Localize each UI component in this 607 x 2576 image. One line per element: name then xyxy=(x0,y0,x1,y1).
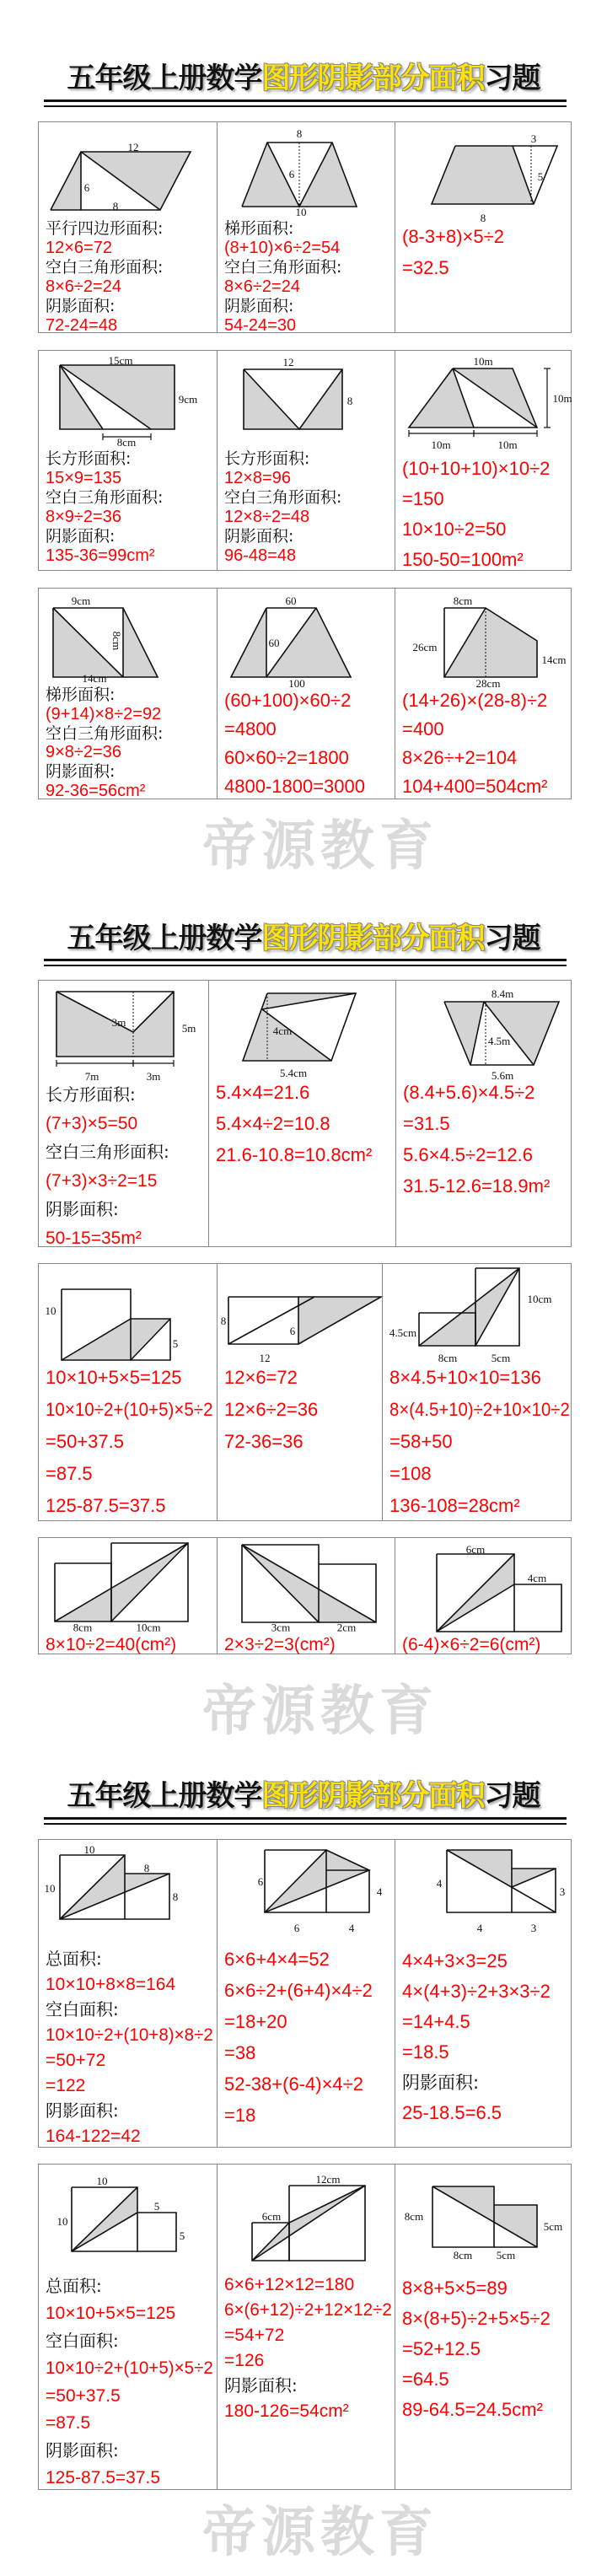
calculation-line: 4800-1800=3000 xyxy=(224,776,365,797)
shaded-region xyxy=(62,1319,170,1360)
calculation-line: 8×9÷2=36 xyxy=(46,508,121,526)
section-label: 空白三角形面积: xyxy=(46,723,164,743)
calculation-line: 5.6×4.5÷2=12.6 xyxy=(403,1144,533,1165)
calculation-line: =38 xyxy=(224,2042,256,2063)
calculation-line: (7+3)×5=50 xyxy=(46,1113,138,1133)
dimension-label: 8 xyxy=(346,395,353,407)
problem-table xyxy=(38,588,572,799)
dimension-label: 3m xyxy=(111,1016,126,1029)
dimension-label: 8cm xyxy=(453,2249,473,2261)
dimension-label: 10 xyxy=(45,1304,56,1317)
calculation-line: 8×4.5+10×10=136 xyxy=(389,1367,541,1388)
geometry-diagram xyxy=(39,1840,217,1948)
section-label: 长方形面积: xyxy=(224,449,310,468)
calculation-line: =122 xyxy=(46,2075,86,2095)
dimension-label: 8 xyxy=(172,1890,179,1903)
calculation-line: 125-87.5=37.5 xyxy=(46,1495,166,1516)
calculation-line: =400 xyxy=(402,718,444,739)
geometry-diagram xyxy=(218,2165,395,2273)
dimension-label: 10cm xyxy=(136,1621,161,1634)
calculation-line: 150-50=100m² xyxy=(402,549,524,570)
dimension-label: 60 xyxy=(268,637,280,649)
calculation-line: 12×8=96 xyxy=(224,469,291,487)
calculation-line: (60+100)×60÷2 xyxy=(224,690,352,711)
calculation-line: 8×(4.5+10)÷2+10×10÷2 xyxy=(389,1399,570,1420)
dimension-label: 12 xyxy=(259,1352,271,1364)
calculation-line: =108 xyxy=(389,1463,432,1484)
problem-table xyxy=(38,350,572,571)
calculation-line: 164-122=42 xyxy=(46,2126,141,2146)
calculation-line: 6×6+4×4=52 xyxy=(224,1949,330,1970)
calculation-line: (8+10)×6÷2=54 xyxy=(224,239,341,257)
problem-table xyxy=(38,2164,572,2490)
calculation-line: 96-48=48 xyxy=(224,546,297,565)
geometry-diagram xyxy=(39,1264,217,1366)
section-label: 阴影面积: xyxy=(224,2374,298,2396)
problem-cell xyxy=(217,589,395,799)
problem-cell xyxy=(217,2165,395,2489)
geometry-diagram xyxy=(395,122,573,225)
dimension-label: 8 xyxy=(296,127,303,140)
dimension-label: 6 xyxy=(289,1325,296,1337)
dimension-label: 6 xyxy=(257,1875,264,1888)
title-part-a: 五年级上册数学 xyxy=(67,1779,262,1813)
title-part-c: 习题 xyxy=(484,62,540,95)
geometry-diagram xyxy=(218,1840,395,1948)
problem-cell xyxy=(39,2165,217,2489)
title-part-b: 图形阴影部分面积 xyxy=(261,1779,485,1813)
calculation-line: (8-3+8)×5÷2 xyxy=(402,226,504,247)
calculation-line: 50-15=35m² xyxy=(46,1228,142,1248)
problem-table xyxy=(38,1263,572,1521)
section-label: 阴影面积: xyxy=(46,762,115,782)
dimension-label: 8cm xyxy=(116,436,137,449)
calculation-line: =50+72 xyxy=(46,2050,106,2070)
calculation-line: 8×6÷2=24 xyxy=(46,277,121,296)
problem-cell xyxy=(39,1264,217,1520)
section-label: 平行四边形面积: xyxy=(46,219,164,238)
problem-cell xyxy=(395,589,572,799)
problem-cell xyxy=(217,351,395,570)
calculation-line: 12×8÷2=48 xyxy=(224,508,310,526)
dimension-label: 14cm xyxy=(541,653,567,666)
title-part-c: 习题 xyxy=(484,922,540,955)
calculation-line: =54+72 xyxy=(224,2325,285,2345)
dimension-label: 3 xyxy=(530,1922,537,1934)
problem-table xyxy=(38,980,572,1247)
problem-table xyxy=(38,1839,572,2148)
title-part-b: 图形阴影部分面积 xyxy=(261,922,485,955)
dimension-label: 10m xyxy=(431,438,451,451)
dimension-label: 5cm xyxy=(491,1352,511,1364)
section-label: 阴影面积: xyxy=(46,527,115,546)
dimension-label: 10cm xyxy=(527,1293,552,1305)
section-label: 长方形面积: xyxy=(46,449,132,468)
figure-edge xyxy=(72,2187,137,2251)
dimension-label: 12 xyxy=(127,141,139,153)
dimension-label: 4 xyxy=(436,1877,443,1890)
calculation-line: 54-24=30 xyxy=(224,316,297,335)
calculation-line: =18.5 xyxy=(402,2041,449,2062)
dimension-label: 5m xyxy=(181,1022,196,1035)
dimension-label: 6cm xyxy=(261,2210,282,2223)
calculation-line: =18+20 xyxy=(224,2011,287,2032)
calculation-line: 8×6÷2=24 xyxy=(224,277,300,296)
worksheet-title xyxy=(0,920,607,957)
section-label: 长方形面积: xyxy=(46,1084,136,1105)
calculation-line: 60×60÷2=1800 xyxy=(224,747,349,768)
section-label: 阴影面积: xyxy=(46,1198,119,1219)
calculation-line: =87.5 xyxy=(46,1463,93,1484)
dimension-label: 5 xyxy=(153,2200,160,2213)
dimension-label: 8 xyxy=(220,1315,227,1327)
calculation-line: 31.5-12.6=18.9m² xyxy=(403,1175,551,1197)
calculation-line: 72-36=36 xyxy=(224,1431,304,1452)
calculation-line: 10×10+5×5=125 xyxy=(46,1367,182,1388)
dimension-label: 15cm xyxy=(108,354,133,367)
calculation-line: =50+37.5 xyxy=(46,1431,124,1452)
title-underline xyxy=(44,1817,567,1825)
calculation-line: 135-36=99cm² xyxy=(46,546,155,565)
calculation-line: 125-87.5=37.5 xyxy=(46,2468,161,2487)
calculation-line: 25-18.5=6.5 xyxy=(402,2102,502,2123)
calculation-line: 52-38+(6-4)×4÷2 xyxy=(224,2073,363,2095)
calculation-line: =14+4.5 xyxy=(402,2011,470,2032)
shaded-region xyxy=(444,1002,484,1065)
dimension-label: 8cm xyxy=(438,1352,458,1364)
geometry-diagram xyxy=(383,1264,573,1366)
dimension-label: 8 xyxy=(143,1862,150,1874)
dimension-label: 4.5cm xyxy=(389,1326,417,1339)
section-label: 阴影面积: xyxy=(46,297,115,315)
calculation-line: =52+12.5 xyxy=(402,2338,481,2359)
dimension-label: 60 xyxy=(285,594,297,607)
section-label: 空白面积: xyxy=(46,1998,119,2019)
geometry-diagram xyxy=(39,1538,217,1633)
dimension-label: 5 xyxy=(172,1337,179,1350)
dimension-label: 8.4m xyxy=(491,987,514,1000)
problem-cell xyxy=(217,1538,395,1654)
geometry-diagram xyxy=(395,2165,573,2277)
dimension-label: 10 xyxy=(295,206,307,218)
calculation-line: 6×(6+12)÷2+12×12÷2 xyxy=(224,2299,392,2320)
problem-cell xyxy=(395,2165,572,2489)
shaded-region xyxy=(432,146,534,204)
figure-edge xyxy=(437,1584,514,1632)
calculation-line: 5.4×4=21.6 xyxy=(216,1082,310,1103)
dimension-label: 14cm xyxy=(82,672,107,685)
dimension-label: 10 xyxy=(96,2175,108,2187)
problem-cell xyxy=(39,122,217,335)
shaded-region xyxy=(444,608,537,677)
dimension-label: 10 xyxy=(83,1843,95,1856)
title-part-b: 图形阴影部分面积 xyxy=(261,62,485,95)
shaded-region xyxy=(484,1002,559,1065)
calculation-line: =32.5 xyxy=(402,257,449,278)
dimension-label: 3 xyxy=(559,1885,566,1898)
dimension-label: 8cm xyxy=(110,631,123,651)
problem-cell xyxy=(217,122,395,335)
calculation-line: (7+3)×3÷2=15 xyxy=(46,1170,158,1191)
calculation-line: =126 xyxy=(224,2350,265,2370)
geometry-diagram xyxy=(218,122,395,218)
dimension-label: 12cm xyxy=(315,2173,341,2186)
calculation-line: 10×10÷2+(10+5)×5÷2 xyxy=(46,1399,213,1420)
worksheet-title xyxy=(0,1777,607,1815)
problem-table xyxy=(38,121,572,333)
problem-cell xyxy=(395,1538,572,1654)
problem-cell xyxy=(395,981,572,1246)
dimension-label: 8cm xyxy=(404,2210,424,2223)
worksheet-title xyxy=(0,60,607,97)
calculation-line: =18 xyxy=(224,2105,256,2126)
dimension-label: 5 xyxy=(179,2229,185,2242)
geometry-diagram xyxy=(39,2165,217,2275)
geometry-diagram xyxy=(395,351,573,457)
dimension-label: 6 xyxy=(288,168,295,180)
calculation-line: (10+10+10)×10÷2 xyxy=(402,458,551,479)
dimension-label: 8cm xyxy=(453,594,473,607)
section-label: 阴影面积: xyxy=(46,2439,119,2460)
dimension-label: 4.5m xyxy=(487,1035,511,1047)
watermark: 帝源教育 xyxy=(202,815,438,878)
section-label: 阴影面积: xyxy=(224,527,294,546)
shaded-region xyxy=(81,152,191,210)
dimension-label: 10m xyxy=(473,355,493,368)
calculation-line: (6-4)×6÷2=6(cm²) xyxy=(402,1634,541,1654)
problem-cell xyxy=(217,1264,382,1520)
problem-cell xyxy=(208,981,395,1246)
dimension-label: 28cm xyxy=(475,677,501,690)
figure-edge xyxy=(137,2213,176,2251)
calculation-line: 8×8+5×5=89 xyxy=(402,2278,508,2299)
section-label: 空白三角形面积: xyxy=(224,258,342,277)
calculation-line: 12×6÷2=36 xyxy=(224,1399,319,1420)
dimension-label: 8cm xyxy=(73,1621,93,1634)
problem-cell xyxy=(395,351,572,570)
section-label: 总面积: xyxy=(46,1948,102,1969)
geometry-diagram xyxy=(218,1264,383,1366)
shaded-region xyxy=(409,368,474,428)
geometry-diagram xyxy=(39,589,217,684)
section-label: 阴影面积: xyxy=(402,2073,480,2093)
dimension-label: 6 xyxy=(83,181,90,194)
calculation-line: 10×10+5×5=125 xyxy=(46,2304,176,2323)
dimension-label: 8 xyxy=(112,200,119,212)
dimension-label: 4 xyxy=(348,1922,355,1934)
title-part-a: 五年级上册数学 xyxy=(67,62,262,95)
calculation-line: 8×26÷+2=104 xyxy=(402,747,518,768)
problem-cell xyxy=(382,1264,572,1520)
dimension-label: 5cm xyxy=(543,2220,563,2233)
section-label: 空白三角形面积: xyxy=(46,258,164,277)
dimension-label: 7m xyxy=(84,1070,99,1083)
problem-cell xyxy=(39,981,208,1246)
dimension-label: 8 xyxy=(480,212,486,224)
dimension-label: 5cm xyxy=(496,2249,516,2261)
section-label: 空白三角形面积: xyxy=(46,1141,169,1162)
calculation-line: 136-108=28cm² xyxy=(389,1495,520,1516)
problem-cell xyxy=(39,351,217,570)
calculation-line: 6×6÷2+(6+4)×4÷2 xyxy=(224,1980,373,2001)
calculation-line: 10×10+8×8=164 xyxy=(46,1974,176,1994)
dimension-label: 4cm xyxy=(272,1024,293,1037)
dimension-label: 3cm xyxy=(271,1621,291,1634)
calculation-line: 8×10÷2=40(cm²) xyxy=(46,1634,177,1654)
dimension-label: 9cm xyxy=(71,594,91,607)
calculation-line: 21.6-10.8=10.8cm² xyxy=(216,1144,373,1165)
calculation-line: 72-24=48 xyxy=(46,316,118,335)
dimension-label: 100 xyxy=(288,677,305,690)
geometry-diagram xyxy=(39,122,217,218)
calculation-line: 15×9=135 xyxy=(46,469,122,487)
dimension-label: 4 xyxy=(376,1885,383,1898)
calculation-line: 10×10÷2=50 xyxy=(402,519,507,540)
section-label: 空白面积: xyxy=(46,2330,119,2351)
geometry-diagram xyxy=(218,589,395,689)
geometry-diagram xyxy=(209,981,396,1081)
calculation-line: 10×10÷2+(10+5)×5÷2 xyxy=(46,2358,213,2378)
problem-cell xyxy=(395,122,572,332)
calculation-line: =64.5 xyxy=(402,2369,449,2390)
geometry-diagram xyxy=(39,351,217,448)
problem-cell xyxy=(217,1840,395,2147)
section-label: 空白三角形面积: xyxy=(224,488,342,507)
calculation-line: =50+37.5 xyxy=(46,2385,121,2406)
calculation-line: (14+26)×(28-8)÷2 xyxy=(402,690,548,711)
dimension-label: 5.6m xyxy=(491,1069,514,1082)
calculation-line: 10×10÷2+(10+8)×8÷2 xyxy=(46,2025,213,2045)
geometry-diagram xyxy=(395,1538,573,1633)
dimension-label: 6 xyxy=(293,1922,300,1934)
calculation-line: 12×6=72 xyxy=(224,1367,298,1388)
title-underline xyxy=(44,959,567,966)
calculation-line: 4×4+3×3=25 xyxy=(402,1950,508,1971)
calculation-line: 9×8÷2=36 xyxy=(46,743,121,762)
section-label: 阴影面积: xyxy=(46,2100,119,2121)
geometry-diagram xyxy=(218,1538,395,1633)
dimension-label: 4cm xyxy=(527,1572,547,1584)
geometry-diagram xyxy=(396,981,573,1081)
calculation-line: 180-126=54cm² xyxy=(224,2401,349,2421)
dimension-label: 5.4cm xyxy=(279,1067,308,1079)
watermark: 帝源教育 xyxy=(202,1681,438,1743)
calculation-line: 89-64.5=24.5cm² xyxy=(402,2399,543,2420)
calculation-line: 5.4×4÷2=10.8 xyxy=(216,1113,330,1134)
geometry-diagram xyxy=(395,1840,573,1949)
calculation-line: 104+400=504cm² xyxy=(402,776,548,797)
dimension-label: 2cm xyxy=(336,1621,357,1634)
dimension-label: 10m xyxy=(552,392,572,405)
section-label: 梯形面积: xyxy=(224,219,294,238)
section-label: 梯形面积: xyxy=(46,686,115,704)
calculation-line: =150 xyxy=(402,488,444,509)
calculation-line: 4×(4+3)÷2+3×3÷2 xyxy=(402,1981,551,2002)
dimension-label: 4 xyxy=(476,1922,483,1934)
problem-table xyxy=(38,1537,572,1654)
calculation-line: 12×6=72 xyxy=(46,239,112,257)
dimension-label: 3 xyxy=(530,132,537,145)
figure-edge xyxy=(514,1584,561,1632)
problem-cell xyxy=(39,1538,217,1654)
problem-cell xyxy=(39,1840,217,2147)
dimension-label: 10m xyxy=(497,438,518,451)
dimension-label: 26cm xyxy=(412,641,438,653)
calculation-line: 92-36=56cm² xyxy=(46,782,146,800)
section-label: 空白三角形面积: xyxy=(46,488,164,507)
section-label: 总面积: xyxy=(46,2275,102,2296)
calculation-line: 8×(8+5)÷2+5×5÷2 xyxy=(402,2308,551,2329)
figure-edge xyxy=(437,1554,514,1632)
watermark: 帝源教育 xyxy=(202,2502,438,2564)
dimension-label: 6cm xyxy=(465,1543,486,1556)
title-underline xyxy=(44,99,567,107)
figure-edge xyxy=(228,1297,298,1344)
calculation-line: 6×6+12×12=180 xyxy=(224,2274,355,2294)
dimension-label: 10 xyxy=(56,2215,68,2228)
calculation-line: =4800 xyxy=(224,718,277,739)
calculation-line: =87.5 xyxy=(46,2413,91,2433)
calculation-line: =58+50 xyxy=(389,1431,453,1452)
dimension-label: 10 xyxy=(44,1882,56,1895)
calculation-line: =31.5 xyxy=(403,1113,450,1134)
dimension-label: 3m xyxy=(146,1070,161,1083)
problem-cell xyxy=(395,1840,572,2147)
problem-cell xyxy=(39,589,217,799)
calculation-line: 2×3÷2=3(cm²) xyxy=(224,1634,336,1654)
calculation-line: (8.4+5.6)×4.5÷2 xyxy=(403,1082,535,1103)
dimension-label: 9cm xyxy=(178,393,198,406)
geometry-diagram xyxy=(395,589,573,689)
geometry-diagram xyxy=(39,981,208,1084)
section-label: 阴影面积: xyxy=(224,297,294,315)
title-part-a: 五年级上册数学 xyxy=(67,922,262,955)
geometry-diagram xyxy=(218,351,395,448)
calculation-line: (9+14)×8÷2=92 xyxy=(46,704,162,723)
dimension-label: 5 xyxy=(537,170,544,183)
title-part-c: 习题 xyxy=(484,1779,540,1813)
dimension-label: 12 xyxy=(282,356,294,368)
